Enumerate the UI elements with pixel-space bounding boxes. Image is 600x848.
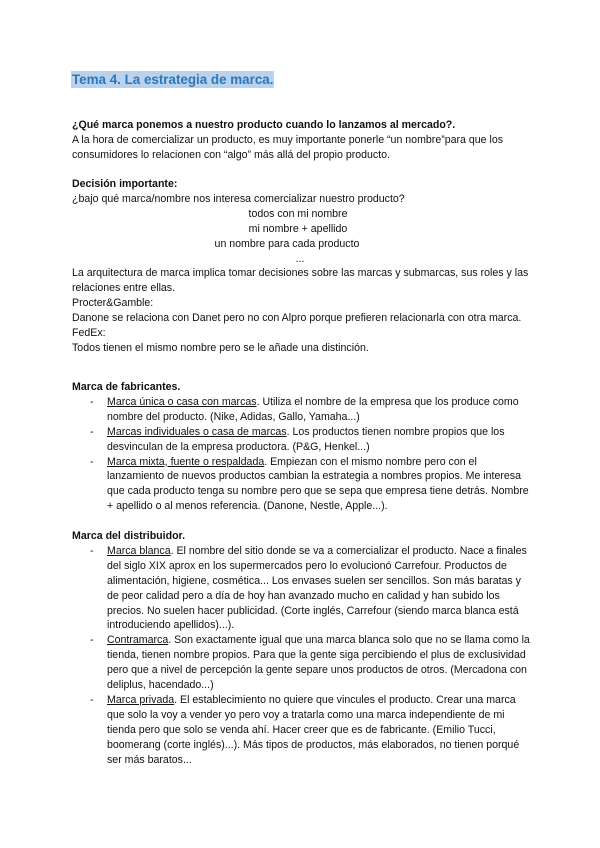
architecture-text: La arquitectura de marca implica tomar decisiones sobre las marcas y submarcas, sus roles y las relaciones entre ellas. xyxy=(72,267,529,295)
item-text: . El nombre del sitio donde se va a comercializar el producto. Nace a finales del siglo XIX aprox en los supermercados pero lo evolucionó Carrefour. Productos de alimentación, higiene, cosmética... Los envases suelen ser sencillos. Son más baratas y de peor calidad pero a día de hoy han avanzado mucho en calidad y han subido los precios. No suelen hacer publicidad. (Corte inglés, Carrefour (siendo marca blanca está introduciendo apellidos)...). xyxy=(107,544,527,632)
distribuidor-list xyxy=(72,544,532,768)
fabricantes-section xyxy=(72,380,532,514)
item-text: . El establecimiento no quiere que vincules el producto. Crear una marca que solo la voy a vender yo pero voy a tratarla como una marca independiente de mi tienda pero que solo se venda ahí. Hacer creer que es de fabricante. (Emilio Tucci, boomerang (corte inglés)...). Más tipos de productos, más elaborados, no tienen porqué ser más baratos... xyxy=(107,693,520,766)
fabricantes-list xyxy=(72,395,532,514)
item-term: Marca privada xyxy=(107,693,175,706)
item-text: . Son exactamente igual que una marca blanca solo que no se llama como la tienda, tienen nombre propios. Para que la gente siga percibiendo el plus de exclusividad pero que a nivel de percepción la gente separe unos productos de otros. (Mercadona con deliplus, hacendado...) xyxy=(107,634,530,692)
distribuidor-heading: Marca del distribuidor. xyxy=(72,530,186,542)
list-item xyxy=(72,544,532,633)
item-term: Marca blanca xyxy=(107,544,171,557)
question-section xyxy=(72,118,532,163)
option-line: un nombre para cada producto xyxy=(214,237,360,250)
fabricantes-heading: Marca de fabricantes. xyxy=(72,381,181,393)
item-text: . Empiezan con el mismo nombre pero con el lanzamiento de nuevos productos cambian la estrategia a nombres propios. Me interesa que cada producto tenga su nombre pero que se sepa que empresa tiene detrás. Nombre + apellido o al menos referencia. (Danone, Nestle, Apple...). xyxy=(107,455,529,513)
question-body: A la hora de comercializar un producto, es muy importante ponerle “un nombre”para que los consumidores lo relacionen con “algo” más allá del propio producto. xyxy=(72,133,504,161)
list-item xyxy=(72,633,532,693)
item-term: Contramarca xyxy=(107,634,169,647)
item-text: . Utiliza el nombre de la empresa que los produce como nombre del producto. (Nike, Adidas, Gallo, Yamaha...) xyxy=(107,395,519,423)
decision-question: ¿bajo qué marca/nombre nos interesa comercializar nuestro producto? xyxy=(72,192,405,205)
list-item xyxy=(72,455,532,515)
distribuidor-section xyxy=(72,529,532,768)
list-item xyxy=(72,395,532,425)
item-text: . Los productos tienen nombre propios que los desvinculan de la empresa productora. (P&G, Henkel...) xyxy=(107,425,505,453)
list-item xyxy=(72,693,532,768)
fedex-label: FedEx: xyxy=(72,327,106,340)
decision-section xyxy=(72,177,532,356)
pg-label: Procter&Gamble: xyxy=(72,297,154,310)
option-line: mi nombre + apellido xyxy=(248,222,348,235)
item-term: Marcas individuales o casa de marcas xyxy=(107,425,287,438)
list-item xyxy=(72,425,532,455)
pg-text: Danone se relaciona con Danet pero no con Alpro porque prefieren relacionarla con otra marca. xyxy=(72,312,522,325)
item-term: Marca única o casa con marcas xyxy=(107,395,257,408)
option-line: todos con mi nombre xyxy=(248,207,348,220)
page-title: Tema 4. La estrategia de marca. xyxy=(72,72,274,87)
decision-heading: Decisión importante: xyxy=(72,178,178,190)
question-heading: ¿Qué marca ponemos a nuestro producto cuando lo lanzamos al mercado?. xyxy=(72,119,456,131)
option-line: ... xyxy=(295,252,305,265)
item-term: Marca mixta, fuente o respaldada xyxy=(107,455,265,468)
fedex-text: Todos tienen el mismo nombre pero se le añade una distinción. xyxy=(72,341,369,354)
